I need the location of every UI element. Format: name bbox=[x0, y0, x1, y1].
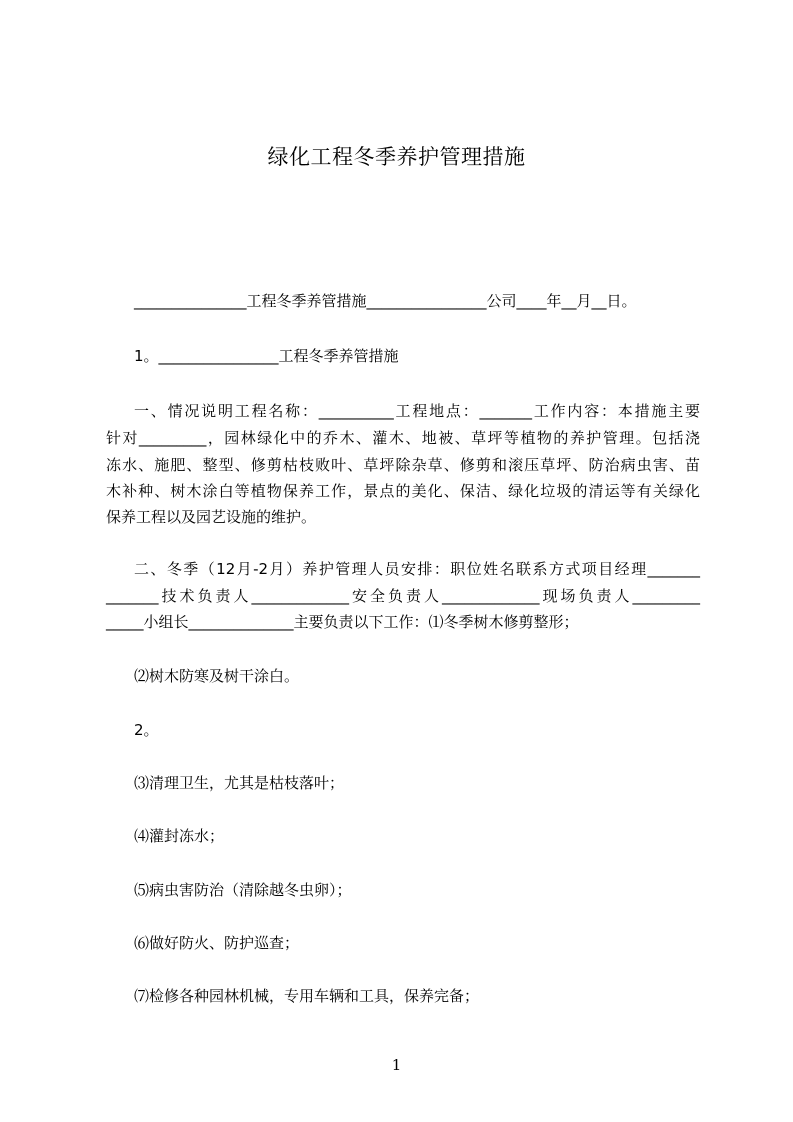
section-2-line: _____小组长______________主要负责以下工作：⑴冬季树木修剪整形； bbox=[106, 613, 579, 631]
section-1-line: 保养工程以及园艺设施的维护。 bbox=[106, 508, 317, 526]
header-line: _______________工程冬季养管措施________________公司____年__月__日。 bbox=[134, 292, 637, 310]
section-1-line: 冻水、施肥、整型、修剪枯枝败叶、草坪除杂草、修剪和滚压草坪、防治病虫害、苗 bbox=[106, 456, 700, 474]
list-item: ⑵树木防寒及树干涂白。 bbox=[134, 667, 300, 685]
section-1-line: 木补种、树木涂白等植物保养工作，景点的美化、保洁、绿化垃圾的清运等有关绿化 bbox=[106, 482, 700, 500]
section-2-line: 二、冬季（12月-2月）养护管理人员安排：职位姓名联系方式项目经理_______ bbox=[134, 560, 700, 578]
list-item: ⑺检修各种园林机械，专用车辆和工具，保养完备； bbox=[134, 987, 480, 1005]
section-1-line: 针对_________，园林绿化中的乔木、灌木、地被、草坪等植物的养护管理。包括浇 bbox=[106, 429, 700, 447]
section-2-line: _______技术负责人_____________安全负责人_____________现场负责人_________ bbox=[106, 587, 700, 605]
section-1-line: 一、情况说明工程名称：__________工程地点：_______工作内容：本措施主要 bbox=[134, 402, 700, 420]
list-item: ⑷灌封冻水； bbox=[134, 827, 225, 845]
list-item: 2。 bbox=[134, 721, 159, 739]
list-item: ⑹做好防火、防护巡查； bbox=[134, 934, 300, 952]
list-item: ⑸病虫害防治（清除越冬虫卵）； bbox=[134, 881, 352, 899]
list-item: ⑶清理卫生，尤其是枯枝落叶； bbox=[134, 774, 345, 792]
page-number: 1 bbox=[391, 1056, 402, 1074]
document-title: 绿化工程冬季养护管理措施 bbox=[267, 145, 526, 169]
item-1: 1。________________工程冬季养管措施 bbox=[134, 347, 399, 365]
